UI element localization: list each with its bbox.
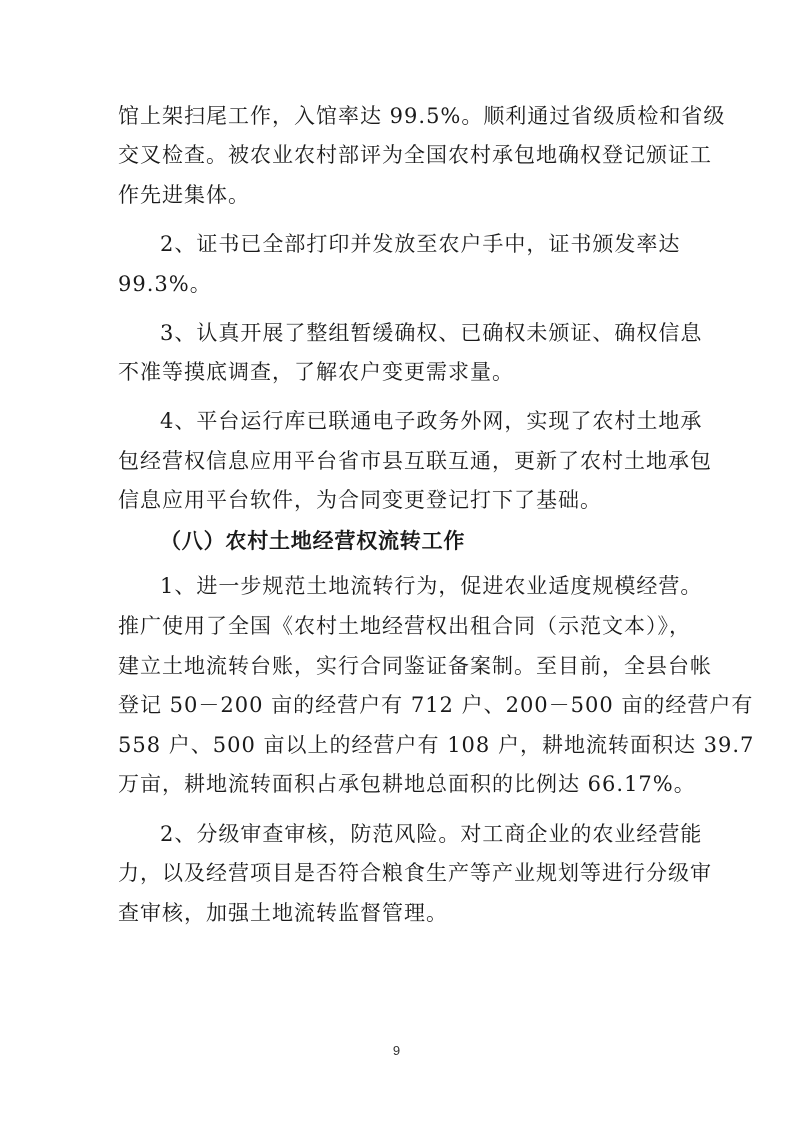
body-text-line: 交叉检查。被农业农村部评为全国农村承包地确权登记颁证工 xyxy=(118,143,712,167)
body-text-line: 推广使用了全国《农村土地经营权出租合同（示范文本）》， xyxy=(118,614,691,638)
body-text-line: 作先进集体。 xyxy=(118,183,250,207)
list-item-1-text: 1、进一步规范土地流转行为，促进农业适度规模经营。 xyxy=(160,574,703,598)
body-text-line: 不准等摸底调查，了解农户变更需求量。 xyxy=(118,360,514,384)
page-number: 9 xyxy=(392,1043,401,1058)
list-item-3-text: 3、认真开展了整组暂缓确权、已确权未颁证、确权信息 xyxy=(160,321,703,345)
body-text-line: 99.3%。 xyxy=(118,272,212,296)
section-heading: （八）农村土地经营权流转工作 xyxy=(160,529,466,553)
body-text-line: 包经营权信息应用平台省市县互联互通，更新了农村土地承包 xyxy=(118,449,712,473)
body-text-line: 查审核，加强土地流转监督管理。 xyxy=(118,901,448,925)
body-text-line: 558 户、500 亩以上的经营户有 108 户，耕地流转面积达 39.7 xyxy=(118,733,755,757)
list-item-2-text: 2、分级审查审核，防范风险。对工商企业的农业经营能 xyxy=(160,822,703,846)
body-text-line: 建立土地流转台账，实行合同鉴证备案制。至目前，全县台帐 xyxy=(118,654,712,678)
body-text-line: 万亩，耕地流转面积占承包耕地总面积的比例达 66.17%。 xyxy=(118,772,696,796)
body-text-line: 力，以及经营项目是否符合粮食生产等产业规划等进行分级审 xyxy=(118,861,712,885)
body-text-line: 信息应用平台软件，为合同变更登记打下了基础。 xyxy=(118,488,602,512)
list-item-2-text: 2、证书已全部打印并发放至农户手中，证书颁发率达 xyxy=(160,232,681,256)
body-text-line: 登记 50－200 亩的经营户有 712 户、200－500 亩的经营户有 xyxy=(118,693,754,717)
body-text-line: 馆上架扫尾工作，入馆率达 99.5%。顺利通过省级质检和省级 xyxy=(118,104,726,128)
list-item-4-text: 4、平台运行库已联通电子政务外网，实现了农村土地承 xyxy=(160,409,703,433)
